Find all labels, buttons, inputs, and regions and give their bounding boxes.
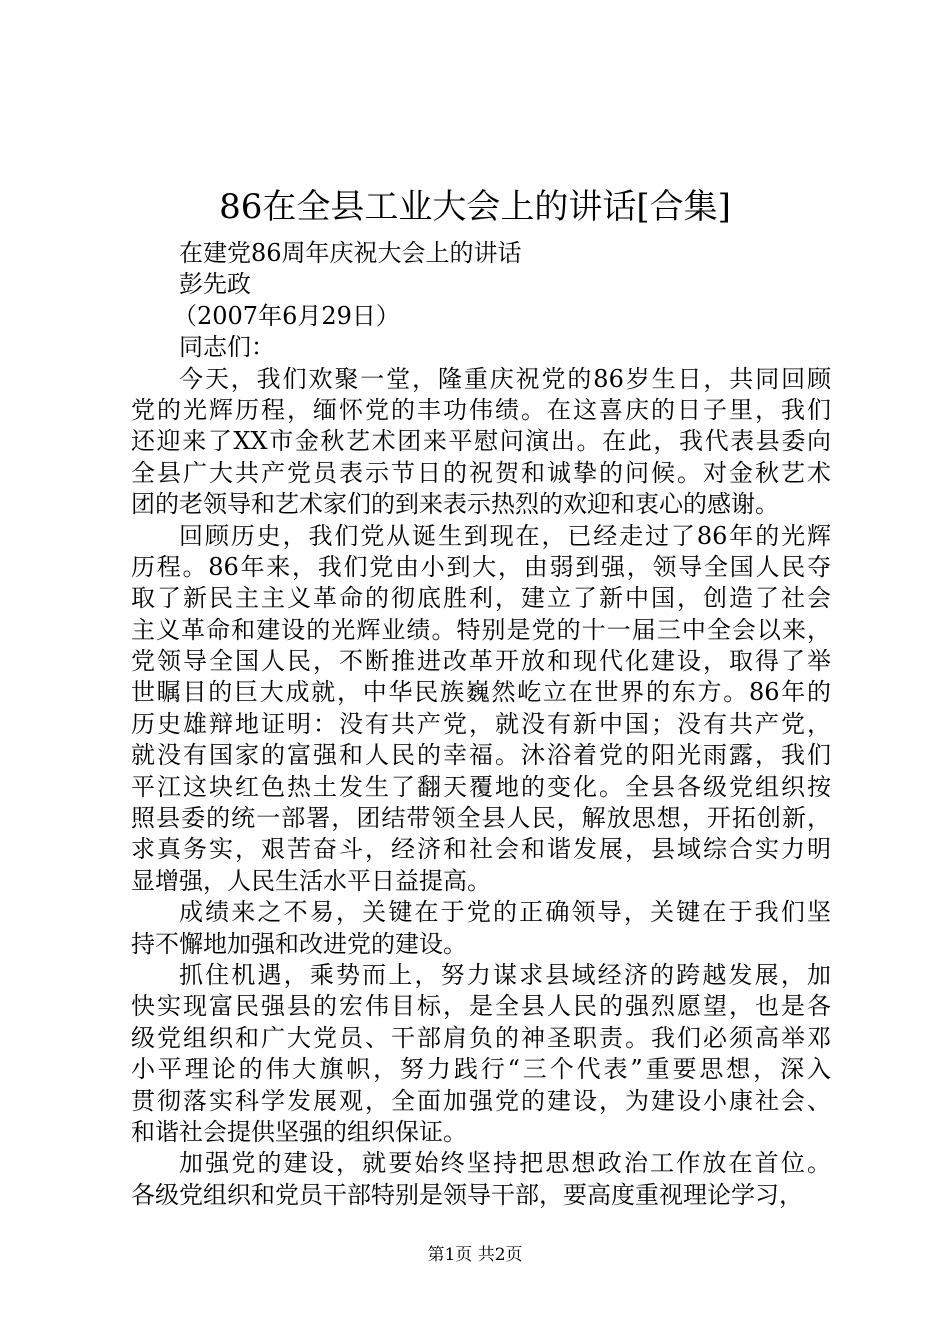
paragraph-line: 回顾历史，我们党从诞生到现在，已经走过了86年的光辉 <box>179 521 831 550</box>
paragraph-line: 小平理论的伟大旗帜，努力践行“三个代表”重要思想，深入 <box>131 1055 831 1084</box>
paragraph-line: 抓住机遇，乘势而上，努力谋求县域经济的跨越发展，加 <box>179 960 831 989</box>
paragraph-line: 还迎来了XX市金秋艺术团来平慰问演出。在此，我代表县委向 <box>131 427 831 456</box>
paragraph-line: 全县广大共产党员表示节日的祝贺和诚挚的问候。对金秋艺术 <box>131 458 831 487</box>
paragraph-line: 级党组织和广大党员、干部肩负的神圣职责。我们必须高举邓 <box>131 1023 831 1052</box>
paragraph <box>131 960 831 1148</box>
speaker-name: 彭先政 <box>179 270 251 299</box>
salutation: 同志们： <box>179 333 275 362</box>
document-body <box>131 238 831 1211</box>
document-title: 86在全县工业大会上的讲话[合集] <box>219 187 731 227</box>
paragraph <box>131 897 831 960</box>
paragraph-line: 取了新民主主义革命的彻底胜利，建立了新中国，创造了社会 <box>131 584 831 613</box>
paragraph <box>131 1148 831 1211</box>
paragraph <box>131 521 831 898</box>
paragraph-line: 各级党组织和党员干部特别是领导干部，要高度重视理论学习， <box>131 1180 803 1209</box>
paragraph-line: 历史雄辩地证明：没有共产党，就没有新中国；没有共产党， <box>131 709 831 738</box>
paragraph-line: 党的光辉历程，缅怀党的丰功伟绩。在这喜庆的日子里，我们 <box>131 395 831 424</box>
paragraph-line: 持不懈地加强和改进党的建设。 <box>131 929 467 958</box>
speech-title: 在建党86周年庆祝大会上的讲话 <box>179 239 522 267</box>
paragraph-line: 就没有国家的富强和人民的幸福。沐浴着党的阳光雨露，我们 <box>131 741 831 770</box>
paragraph <box>131 364 831 521</box>
paragraph-line: 团的老领导和艺术家们的到来表示热烈的欢迎和衷心的感谢。 <box>131 490 779 519</box>
paragraph-line: 平江这块红色热土发生了翻天覆地的变化。全县各级党组织按 <box>131 772 831 801</box>
paragraph-line: 照县委的统一部署，团结带领全县人民，解放思想，开拓创新， <box>131 804 831 833</box>
paragraph-line: 快实现富民强县的宏伟目标，是全县人民的强烈愿望，也是各 <box>131 992 831 1021</box>
paragraph-line: 党领导全国人民，不断推进改革开放和现代化建设，取得了举 <box>131 647 831 676</box>
paragraph-line: 成绩来之不易，关键在于党的正确领导，关键在于我们坚 <box>179 898 831 927</box>
paragraph-line: 加强党的建设，就要始终坚持把思想政治工作放在首位。 <box>179 1149 831 1178</box>
paragraph-line: 求真务实，艰苦奋斗，经济和社会和谐发展，县域综合实力明 <box>131 835 831 864</box>
paragraph-line: 显增强，人民生活水平日益提高。 <box>131 866 491 895</box>
paragraph-line: 世瞩目的巨大成就，中华民族巍然屹立在世界的东方。86年的 <box>131 678 831 707</box>
paragraph-line: 今天，我们欢聚一堂，隆重庆祝党的86岁生日，共同回顾 <box>179 364 831 393</box>
speech-date: （2007年6月29日） <box>173 301 400 330</box>
paragraph-line: 贯彻落实科学发展观，全面加强党的建设，为建设小康社会、 <box>131 1086 831 1115</box>
page-footer: 第1页 共2页 <box>427 1245 523 1265</box>
paragraph-line: 主义革命和建设的光辉业绩。特别是党的十一届三中全会以来， <box>131 615 831 644</box>
paragraphs <box>131 364 831 1212</box>
paragraph-line: 和谐社会提供坚强的组织保证。 <box>131 1117 467 1146</box>
paragraph-line: 历程。86年来，我们党由小到大，由弱到强，领导全国人民夺 <box>131 552 831 581</box>
